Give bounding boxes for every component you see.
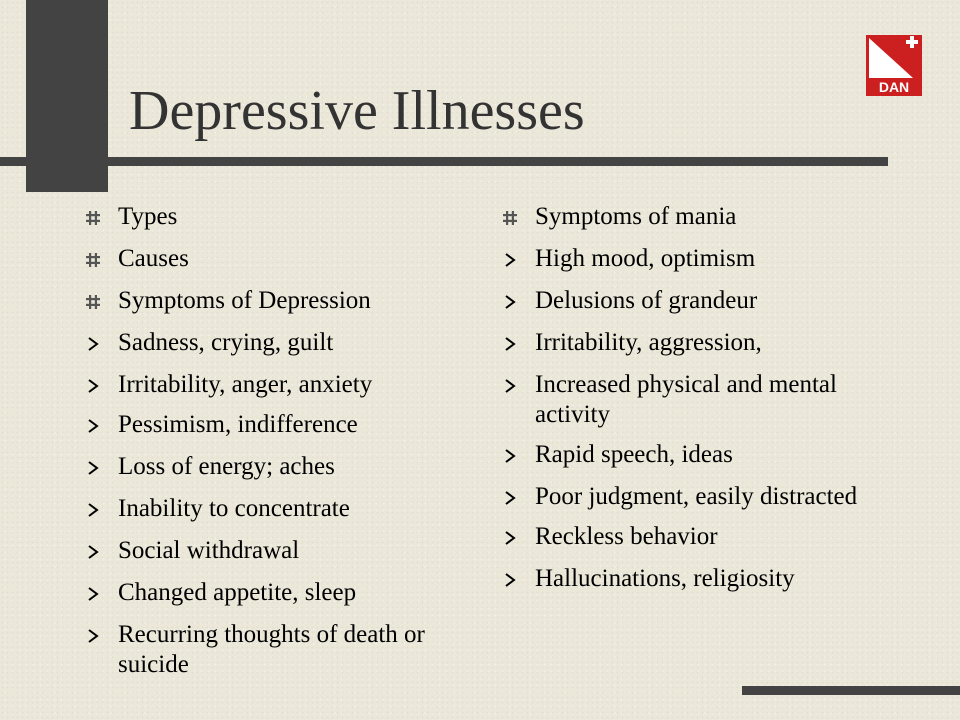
hash-bullet-icon bbox=[86, 211, 100, 225]
bullet-text: Symptoms of Depression bbox=[118, 287, 371, 314]
hash-bullet-icon bbox=[86, 295, 100, 309]
arrow-bullet-icon bbox=[503, 295, 517, 309]
right-bullet-list bbox=[497, 202, 897, 606]
bullet-text: Sadness, crying, guilt bbox=[118, 329, 334, 356]
bullet-text: Irritability, anger, anxiety bbox=[118, 371, 373, 398]
arrow-bullet-icon bbox=[503, 531, 517, 545]
arrow-bullet-icon bbox=[503, 573, 517, 587]
bullet-item bbox=[497, 244, 897, 274]
bullet-text: Hallucinations, religiosity bbox=[535, 565, 795, 592]
bullet-item bbox=[80, 536, 460, 566]
bullet-text: Recurring thoughts of death or suicide bbox=[118, 621, 425, 678]
bullet-text: High mood, optimism bbox=[535, 245, 756, 272]
bullet-item bbox=[80, 578, 460, 608]
bullet-item bbox=[497, 440, 897, 470]
bullet-item bbox=[80, 244, 460, 274]
decorative-corner-bar bbox=[742, 686, 960, 695]
title-underline-bar bbox=[0, 157, 888, 166]
arrow-bullet-icon bbox=[503, 449, 517, 463]
arrow-bullet-icon bbox=[86, 629, 100, 643]
arrow-bullet-icon bbox=[86, 419, 100, 433]
bullet-text: Loss of energy; aches bbox=[118, 453, 335, 480]
arrow-bullet-icon bbox=[86, 379, 100, 393]
bullet-item bbox=[80, 328, 460, 358]
bullet-item bbox=[80, 452, 460, 482]
arrow-bullet-icon bbox=[86, 461, 100, 475]
bullet-text: Types bbox=[118, 203, 178, 230]
bullet-item bbox=[80, 620, 460, 680]
bullet-text: Symptoms of mania bbox=[535, 203, 737, 230]
arrow-bullet-icon bbox=[86, 337, 100, 351]
bullet-item bbox=[497, 202, 897, 232]
arrow-bullet-icon bbox=[503, 491, 517, 505]
bullet-text: Irritability, aggression, bbox=[535, 329, 762, 356]
bullet-item bbox=[497, 482, 897, 512]
bullet-item bbox=[80, 202, 460, 232]
bullet-item bbox=[80, 370, 460, 400]
bullet-text: Reckless behavior bbox=[535, 523, 718, 550]
arrow-bullet-icon bbox=[86, 503, 100, 517]
bullet-item bbox=[80, 410, 460, 440]
bullet-text: Poor judgment, easily distracted bbox=[535, 483, 858, 510]
bullet-item bbox=[497, 370, 897, 430]
bullet-text: Increased physical and mental activity bbox=[535, 371, 837, 428]
bullet-item bbox=[497, 522, 897, 552]
bullet-text: Inability to concentrate bbox=[118, 495, 350, 522]
bullet-text: Pessimism, indifference bbox=[118, 411, 358, 438]
hash-bullet-icon bbox=[86, 253, 100, 267]
slide-title: Depressive Illnesses bbox=[129, 80, 585, 142]
bullet-item bbox=[80, 494, 460, 524]
logo-text: DAN bbox=[878, 79, 910, 95]
bullet-text: Delusions of grandeur bbox=[535, 287, 758, 314]
left-bullet-list bbox=[80, 202, 460, 690]
arrow-bullet-icon bbox=[503, 337, 517, 351]
bullet-text: Causes bbox=[118, 245, 189, 272]
bullet-item bbox=[497, 564, 897, 594]
bullet-text: Social withdrawal bbox=[118, 537, 300, 564]
bullet-item bbox=[80, 286, 460, 316]
arrow-bullet-icon bbox=[86, 587, 100, 601]
arrow-bullet-icon bbox=[503, 253, 517, 267]
bullet-item bbox=[497, 286, 897, 316]
arrow-bullet-icon bbox=[503, 379, 517, 393]
bullet-item bbox=[497, 328, 897, 358]
arrow-bullet-icon bbox=[86, 545, 100, 559]
dan-logo-icon bbox=[866, 35, 922, 96]
bullet-text: Changed appetite, sleep bbox=[118, 579, 357, 606]
hash-bullet-icon bbox=[503, 211, 517, 225]
bullet-text: Rapid speech, ideas bbox=[535, 441, 733, 468]
